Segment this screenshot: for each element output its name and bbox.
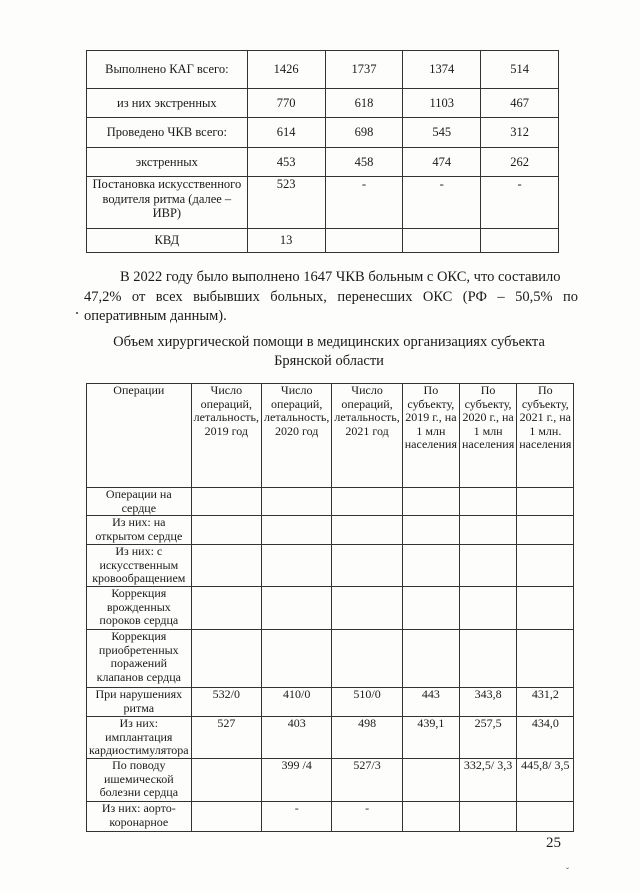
cell bbox=[517, 801, 574, 831]
cell: 1426 bbox=[247, 51, 325, 89]
surgery-volume-table bbox=[86, 383, 574, 832]
cell: 399 /4 bbox=[262, 758, 332, 801]
cell bbox=[191, 488, 261, 516]
cell bbox=[332, 587, 402, 630]
cell bbox=[332, 488, 402, 516]
table-header-row bbox=[87, 384, 574, 488]
row-label: КВД bbox=[87, 229, 248, 253]
cell bbox=[459, 801, 516, 831]
cell bbox=[481, 229, 559, 253]
row-label: Проведено ЧКВ всего: bbox=[87, 118, 248, 148]
cell: 1103 bbox=[403, 89, 481, 118]
table-row bbox=[87, 758, 574, 801]
cell: - bbox=[332, 801, 402, 831]
cell: 770 bbox=[247, 89, 325, 118]
cardio-procedures-table bbox=[86, 50, 559, 253]
cell bbox=[517, 587, 574, 630]
cell bbox=[402, 587, 459, 630]
cell: 614 bbox=[247, 118, 325, 148]
table-row bbox=[87, 488, 574, 516]
table-row bbox=[87, 545, 574, 587]
cell: 410/0 bbox=[262, 688, 332, 717]
cell: 467 bbox=[481, 89, 559, 118]
cell bbox=[191, 516, 261, 545]
column-header: Операции bbox=[87, 384, 192, 488]
cell: 445,8/ 3,5 bbox=[517, 758, 574, 801]
paragraph-first-line: В 2022 году было выполнено 1647 ЧКВ больным с ОКС, что составило bbox=[120, 269, 561, 285]
cell: 439,1 bbox=[402, 717, 459, 759]
column-header: По субъекту, 2021 г., на 1 млн. населения bbox=[517, 384, 574, 488]
cell: 527 bbox=[191, 717, 261, 759]
table-title bbox=[84, 333, 574, 371]
row-label: По поводу ишемической болезни сердца bbox=[87, 758, 192, 801]
table-row bbox=[87, 51, 559, 89]
cell: 431,2 bbox=[517, 688, 574, 717]
cell bbox=[262, 545, 332, 587]
cell: 443 bbox=[402, 688, 459, 717]
cell bbox=[191, 587, 261, 630]
column-header: Число операций, летальность, 2021 год bbox=[332, 384, 402, 488]
table-row bbox=[87, 177, 559, 229]
column-header: Число операций, летальность, 2019 год bbox=[191, 384, 261, 488]
cell bbox=[262, 516, 332, 545]
row-label: экстренных bbox=[87, 148, 248, 177]
cell: 510/0 bbox=[332, 688, 402, 717]
cell bbox=[403, 229, 481, 253]
cell bbox=[459, 587, 516, 630]
cell: 343,8 bbox=[459, 688, 516, 717]
cell bbox=[459, 516, 516, 545]
row-label: При нарушениях ритма bbox=[87, 688, 192, 717]
table-title-line2: Брянской области bbox=[274, 353, 384, 369]
row-label: Из них: на открытом сердце bbox=[87, 516, 192, 545]
paragraph-rest: 47,2% от всех выбывших больных, перенесших ОКС (РФ – 50,5% по оперативным данным). bbox=[84, 288, 578, 324]
cell bbox=[517, 516, 574, 545]
column-header: По субъекту, 2019 г., на 1 млн населения bbox=[402, 384, 459, 488]
table-row bbox=[87, 148, 559, 177]
row-label: Из них: аорто-коронарное bbox=[87, 801, 192, 831]
table-row bbox=[87, 229, 559, 253]
cell bbox=[191, 630, 261, 688]
cell bbox=[262, 630, 332, 688]
cell bbox=[517, 488, 574, 516]
table-row bbox=[87, 516, 574, 545]
cell bbox=[262, 488, 332, 516]
column-header: По субъекту, 2020 г., на 1 млн населения bbox=[459, 384, 516, 488]
cell: - bbox=[325, 177, 403, 229]
scan-mark: ˇ bbox=[566, 866, 569, 876]
cell bbox=[517, 545, 574, 587]
cell bbox=[332, 630, 402, 688]
cell: 527/3 bbox=[332, 758, 402, 801]
cell bbox=[517, 630, 574, 688]
column-header: Число операций, летальность, 2020 год bbox=[262, 384, 332, 488]
cell: 332,5/ 3,3 bbox=[459, 758, 516, 801]
cell: 514 bbox=[481, 51, 559, 89]
row-label: Коррекция приобретенных поражений клапанов сердца bbox=[87, 630, 192, 688]
cell: 498 bbox=[332, 717, 402, 759]
row-label: Коррекция врожденных пороков сердца bbox=[87, 587, 192, 630]
cell: 458 bbox=[325, 148, 403, 177]
table-title-line1: Объем хирургической помощи в медицинских организациях субъекта bbox=[113, 334, 545, 350]
table-row bbox=[87, 688, 574, 717]
cell: 312 bbox=[481, 118, 559, 148]
cell: 453 bbox=[247, 148, 325, 177]
cell: - bbox=[262, 801, 332, 831]
cell: 698 bbox=[325, 118, 403, 148]
table-row bbox=[87, 630, 574, 688]
cell: 1374 bbox=[403, 51, 481, 89]
cell bbox=[402, 630, 459, 688]
row-label: из них экстренных bbox=[87, 89, 248, 118]
cell bbox=[459, 545, 516, 587]
cell bbox=[402, 516, 459, 545]
cell: 1737 bbox=[325, 51, 403, 89]
row-label: Постановка искусственного водителя ритма (далее – ИВР) bbox=[87, 177, 248, 229]
table-row bbox=[87, 717, 574, 759]
cell bbox=[332, 545, 402, 587]
cell bbox=[459, 488, 516, 516]
cell: 403 bbox=[262, 717, 332, 759]
cell: 262 bbox=[481, 148, 559, 177]
row-label: Выполнено КАГ всего: bbox=[87, 51, 248, 89]
cell: 545 bbox=[403, 118, 481, 148]
body-paragraph bbox=[84, 268, 578, 327]
table-row bbox=[87, 801, 574, 831]
page-number: 25 bbox=[546, 835, 561, 851]
cell bbox=[191, 545, 261, 587]
cell: 257,5 bbox=[459, 717, 516, 759]
cell: - bbox=[481, 177, 559, 229]
cell: 523 bbox=[247, 177, 325, 229]
table-row bbox=[87, 89, 559, 118]
cell: 13 bbox=[247, 229, 325, 253]
cell bbox=[402, 801, 459, 831]
cell: - bbox=[403, 177, 481, 229]
margin-mark bbox=[76, 312, 78, 314]
cell bbox=[332, 516, 402, 545]
cell bbox=[325, 229, 403, 253]
cell bbox=[402, 545, 459, 587]
cell bbox=[262, 587, 332, 630]
cell: 434,0 bbox=[517, 717, 574, 759]
cell bbox=[402, 488, 459, 516]
table-row bbox=[87, 118, 559, 148]
cell: 532/0 bbox=[191, 688, 261, 717]
cell bbox=[191, 801, 261, 831]
cell: 474 bbox=[403, 148, 481, 177]
cell bbox=[191, 758, 261, 801]
row-label: Операции на сердце bbox=[87, 488, 192, 516]
table-row bbox=[87, 587, 574, 630]
row-label: Из них: с искусственным кровообращением bbox=[87, 545, 192, 587]
cell bbox=[402, 758, 459, 801]
cell: 618 bbox=[325, 89, 403, 118]
cell bbox=[459, 630, 516, 688]
row-label: Из них: имплантация кардиостимулятора bbox=[87, 717, 192, 759]
